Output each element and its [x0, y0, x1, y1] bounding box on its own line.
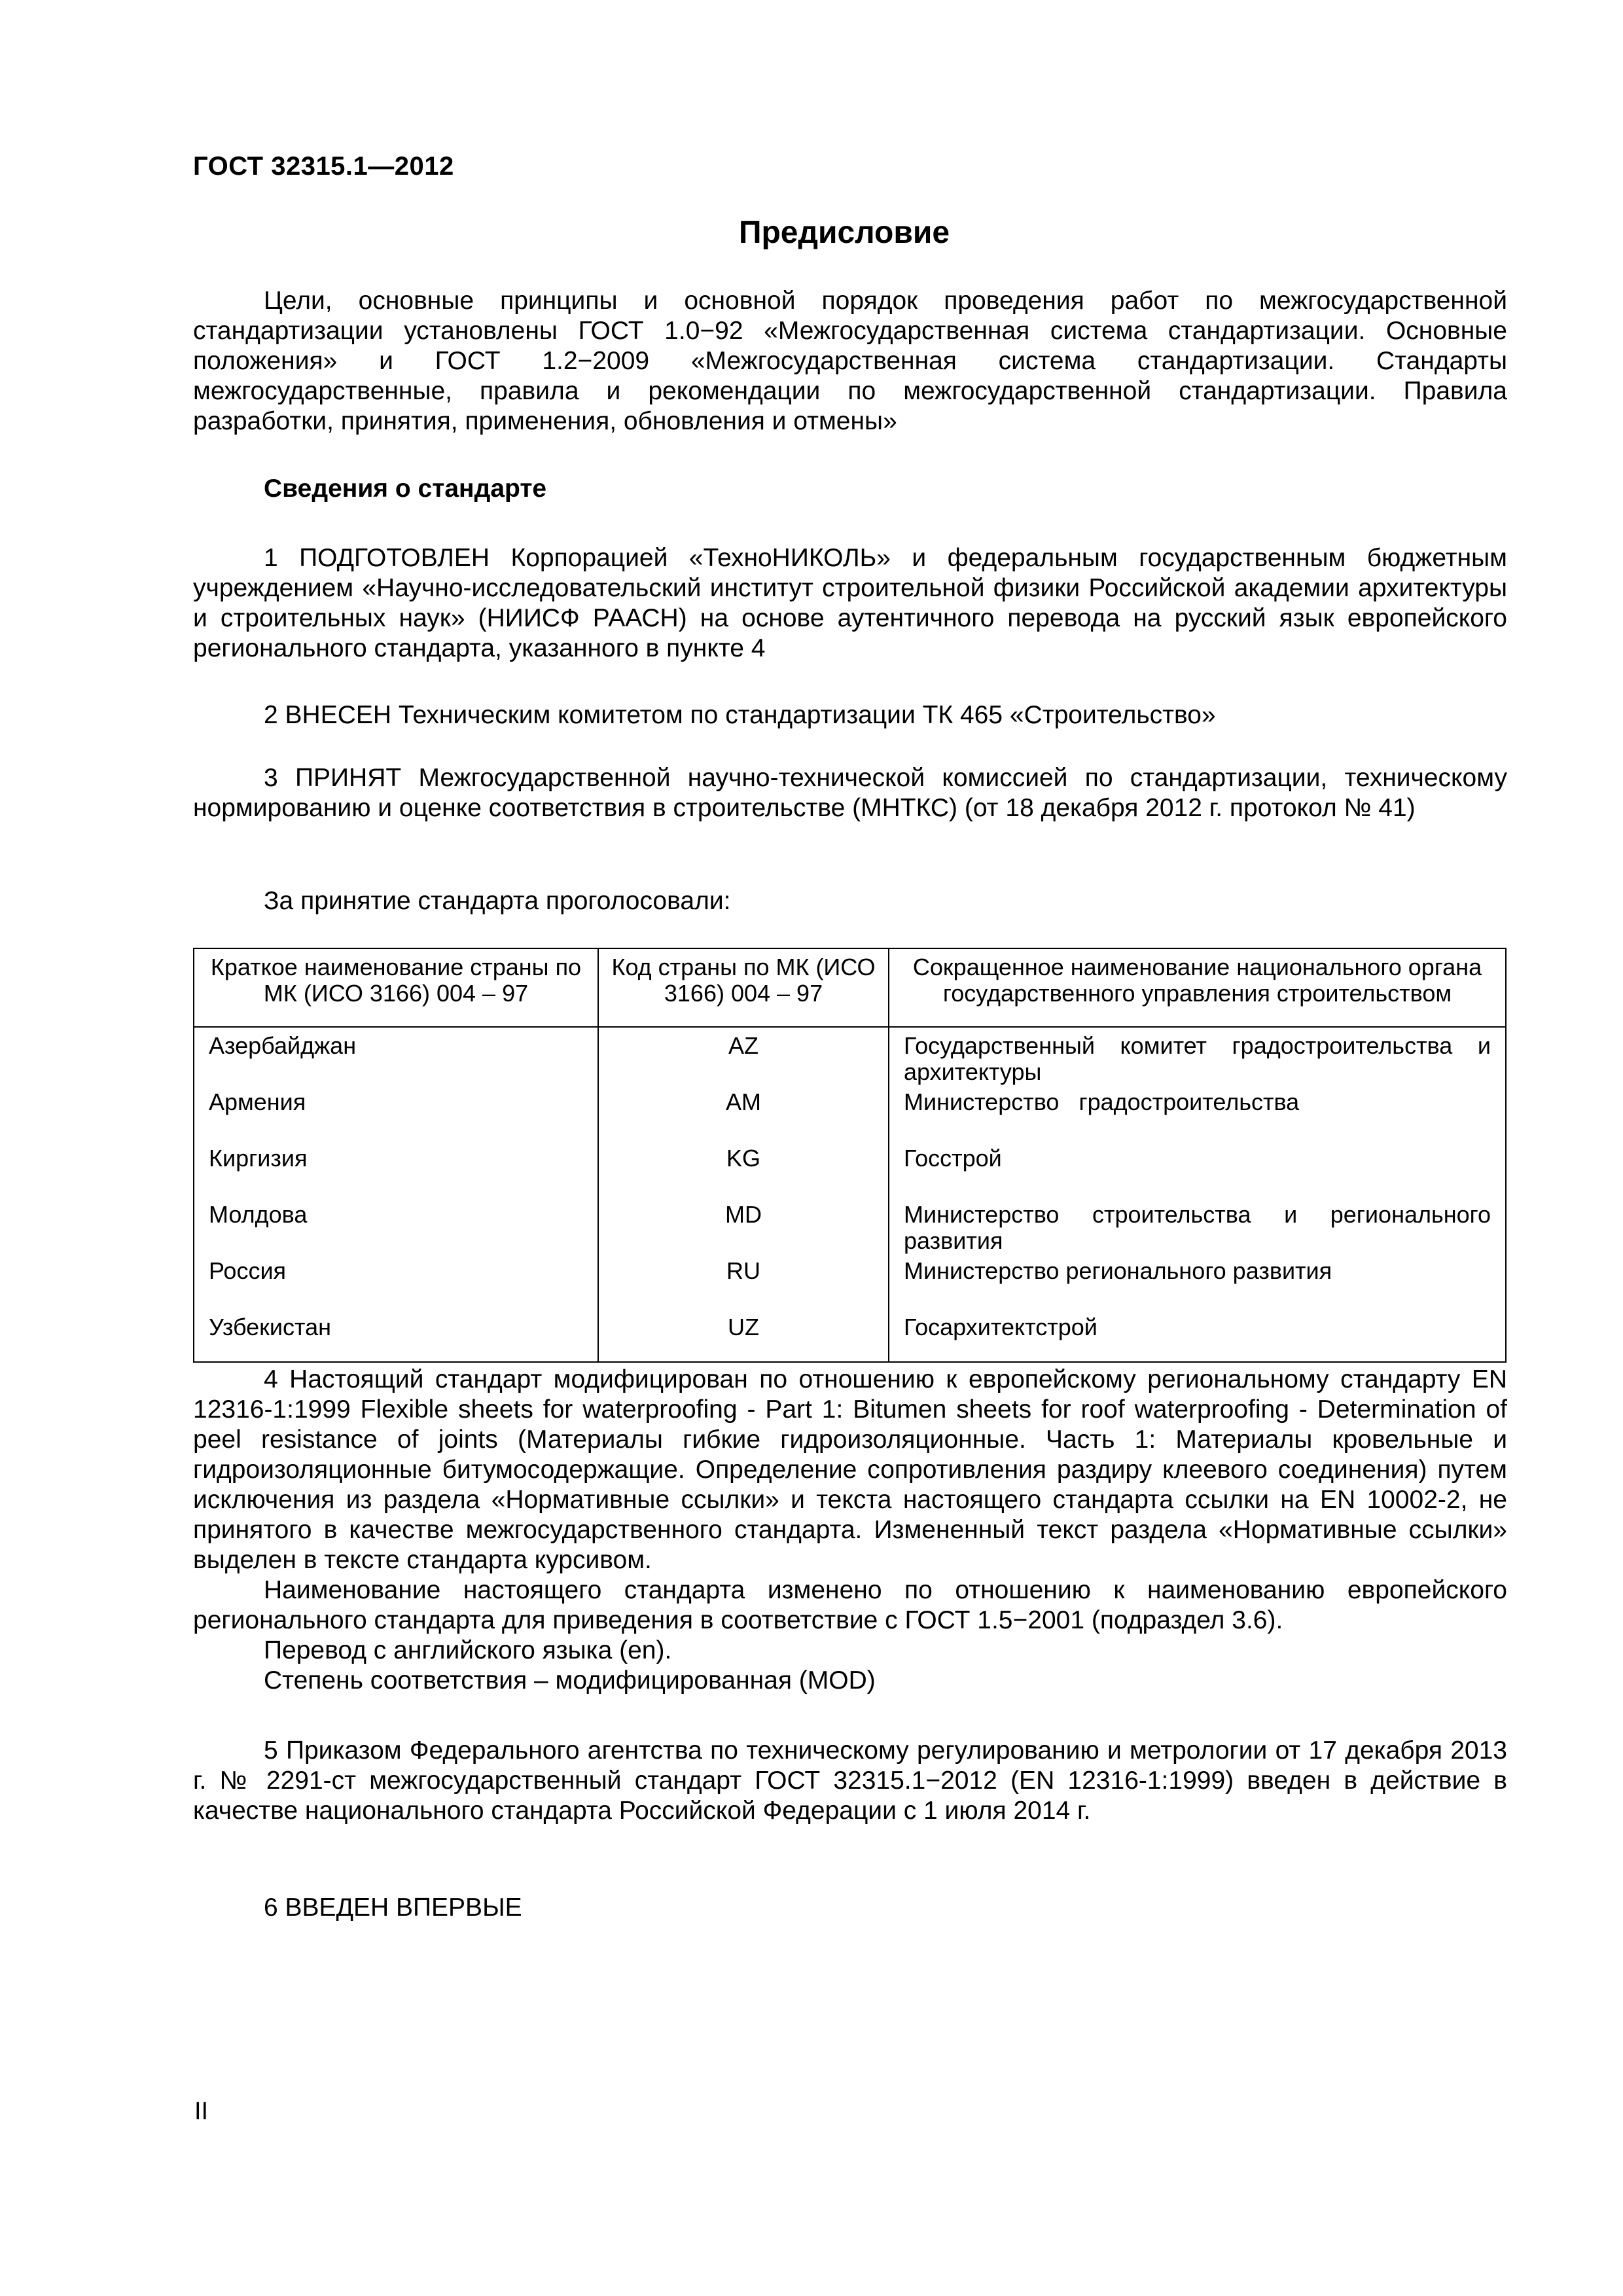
- cell-authority: Министерство градостроительства: [889, 1089, 1506, 1145]
- item-2-paragraph: 2 ВНЕСЕН Техническим комитетом по стандартизации ТК 465 «Строительство»: [264, 701, 1216, 729]
- voted-caption: За принятие стандарта проголосовали:: [264, 887, 731, 915]
- item-4-name-note: Наименование настоящего стандарта изменено по отношению к наименованию европейского регионального стандарта для приведения в соответствие с ГОСТ 1.5−2001 (подраздел 3.6).: [193, 1576, 1507, 1634]
- intro-paragraph: Цели, основные принципы и основной порядок проведения работ по межгосударственной стандартизации установлены ГОСТ 1.0−92 «Межгосударственная система стандартизации. Основные положения» и ГОСТ 1.2−2009 «Межгосударственная система стандартизации. Стандарты межгосударственные, правила и рекомендации по межгосударственной стандартизации. Правила разработки, принятия, применения, обновления и отмены»: [193, 287, 1507, 435]
- table-row: [194, 1089, 1506, 1145]
- cell-country: Азербайджан: [194, 1027, 598, 1089]
- cell-code: AM: [598, 1089, 889, 1145]
- cell-country: Армения: [194, 1089, 598, 1145]
- table-row: [194, 1202, 1506, 1258]
- cell-code: KG: [598, 1145, 889, 1202]
- column-header-country: Краткое наименование страны по МК (ИСО 3166) 004 – 97: [194, 948, 598, 1027]
- cell-country: Узбекистан: [194, 1314, 598, 1362]
- document-code-header: ГОСТ 32315.1—2012: [193, 152, 454, 181]
- table-row: [194, 1145, 1506, 1202]
- cell-country: Молдова: [194, 1202, 598, 1258]
- cell-authority: Государственный комитет градостроительства и архитектуры: [889, 1027, 1506, 1089]
- item-4-block: [193, 1365, 1507, 1696]
- cell-code: UZ: [598, 1314, 889, 1362]
- item-1-paragraph: 1 ПОДГОТОВЛЕН Корпорацией «ТехноНИКОЛЬ» и федеральным государственным бюджетным учреждением «Научно-исследовательский институт строительной физики Российской академии архитектуры и строительных наук» (НИИСФ РААСН) на основе аутентичного перевода на русский язык европейского регионального стандарта, указанного в пункте 4: [193, 544, 1507, 662]
- standard-info-heading: Сведения о стандарте: [264, 475, 547, 503]
- cell-authority: Госстрой: [889, 1145, 1506, 1202]
- cell-code: MD: [598, 1202, 889, 1258]
- cell-code: RU: [598, 1258, 889, 1314]
- item-4-degree-note: Степень соответствия – модифицированная (MOD): [264, 1666, 876, 1695]
- item-3-paragraph: 3 ПРИНЯТ Межгосударственной научно-технической комиссией по стандартизации, техническому нормированию и оценке соответствия в строительстве (МНТКС) (от 18 декабря 2012 г. протокол № 41): [193, 764, 1507, 822]
- table-row: [194, 1314, 1506, 1362]
- table-row: [194, 1027, 1506, 1089]
- cell-authority: Министерство регионального развития: [889, 1258, 1506, 1314]
- cell-country: Россия: [194, 1258, 598, 1314]
- cell-authority: Госархитектстрой: [889, 1314, 1506, 1362]
- table-header-row: [194, 948, 1506, 1027]
- voting-countries-table: [193, 948, 1507, 1363]
- cell-country: Киргизия: [194, 1145, 598, 1202]
- item-4-translation-note: Перевод с английского языка (en).: [264, 1636, 672, 1664]
- page-title-text: Предисловие: [738, 215, 950, 250]
- page-number: II: [194, 2098, 209, 2125]
- cell-authority: Министерство строительства и регионального развития: [889, 1202, 1506, 1258]
- item-4-paragraph: 4 Настоящий стандарт модифицирован по отношению к европейскому региональному стандарту EN 12316-1:1999 Flexible sheets for waterproofing - Part 1: Bitumen sheets for roof waterproofing - Determination of peel resistance of joints (Материалы гибкие гидроизоляционные. Часть 1: Материалы кровельные и гидроизоляционные битумосодержащие. Определение сопротивления раздиру клеевого соединения) путем исключения из раздела «Нормативные ссылки» и текста настоящего стандарта ссылки на EN 10002-2, не принятого в качестве межгосударственного стандарта. Измененный текст раздела «Нормативные ссылки» выделен в тексте стандарта курсивом.: [193, 1365, 1507, 1574]
- column-header-authority: Сокращенное наименование национального органа государственного управления строительством: [889, 948, 1506, 1027]
- item-5-paragraph: 5 Приказом Федерального агентства по техническому регулированию и метрологии от 17 декабря 2013 г. № 2291-ст межгосударственный стандарт ГОСТ 32315.1−2012 (EN 12316-1:1999) введен в действие в качестве национального стандарта Российской Федерации с 1 июля 2014 г.: [193, 1736, 1507, 1825]
- table-row: [194, 1258, 1506, 1314]
- cell-code: AZ: [598, 1027, 889, 1089]
- page-title: [0, 215, 1623, 251]
- column-header-code: Код страны по МК (ИСО 3166) 004 – 97: [598, 948, 889, 1027]
- item-6-paragraph: 6 ВВЕДЕН ВПЕРВЫЕ: [264, 1893, 522, 1922]
